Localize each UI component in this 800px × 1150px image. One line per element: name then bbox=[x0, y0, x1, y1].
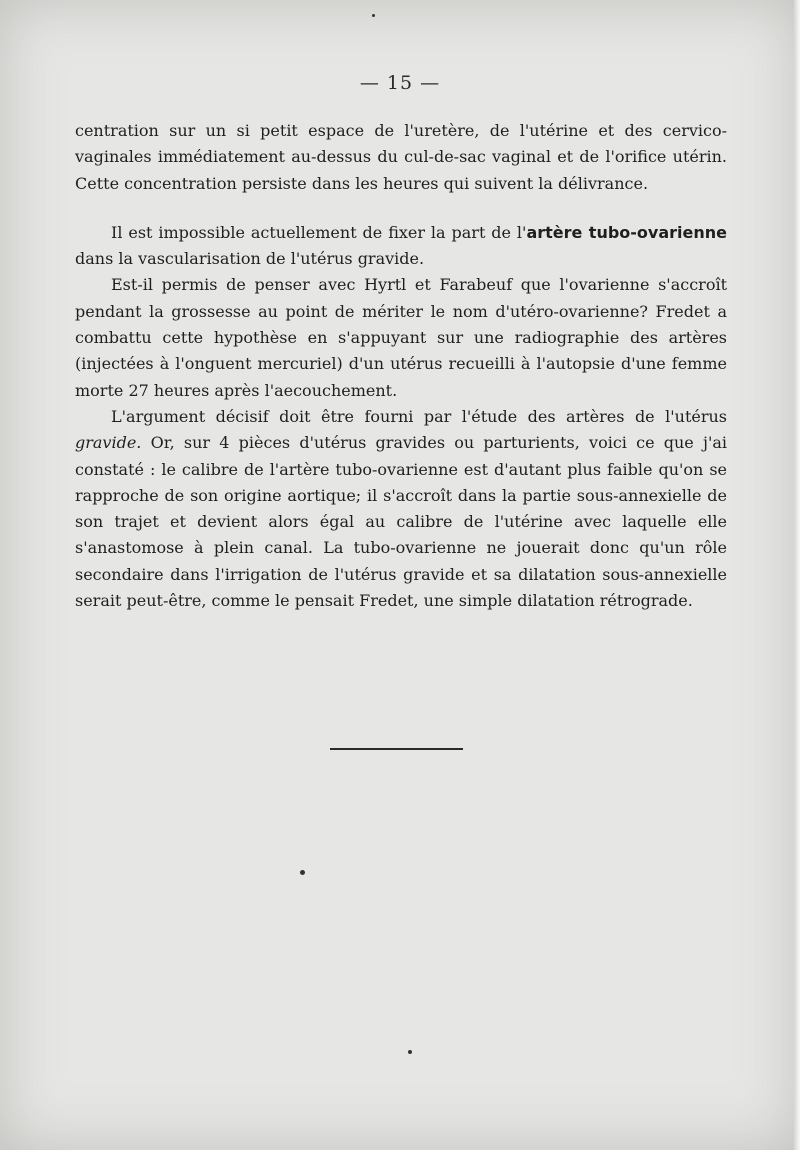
page-number: — 15 — bbox=[359, 72, 441, 94]
paragraph-4 bbox=[75, 404, 727, 614]
paragraph-1: centration sur un si petit espace de l'uretère, de l'utérine et des cervico-vaginales immédiatement au-dessus du cul-de-sac vaginal et de l'orifice utérin. Cette concentration persiste dans les heures qui suivent la délivrance. bbox=[75, 121, 727, 193]
paragraph-3: Est-il permis de penser avec Hyrtl et Farabeuf que l'ovarienne s'accroît pendant la grossesse au point de mériter le nom d'utéro-ovarienne? Fredet a combattu cette hypothèse en s'appuyant sur une radiographie des artères (injectées à l'onguent mercuriel) d'un utérus recueilli à l'autopsie d'une femme morte 27 heures après l'aecouchement. bbox=[75, 275, 727, 400]
ink-speck bbox=[372, 14, 375, 17]
paragraph-4-end: Or, sur 4 pièces d'utérus gravides ou parturients, voici ce que j'ai constaté : le calibre de l'artère tubo-ovarienne est d'autant plus faible qu'on se rapproche de son origine aortique; il s'accroît dans la partie sous-annexielle de son trajet et devient alors égal au calibre de l'utérine avec laquelle elle s'anastomose à plein canal. La tubo-ovarienne ne jouerait donc qu'un rôle secondaire dans l'irrigation de l'utérus gravide et sa dilatation sous-annexielle serait peut-être, comme le pensait Fredet, une simple dilatation rétrograde. bbox=[75, 433, 727, 611]
page-edge bbox=[794, 0, 800, 1150]
paragraph-2-end: dans la vascularisation de l'utérus gravide. bbox=[75, 249, 425, 269]
ink-speck bbox=[300, 870, 305, 875]
paragraph-2-start: Il est impossible actuellement de fixer la part de l' bbox=[111, 222, 527, 242]
italic-term-gravide: gravide. bbox=[75, 433, 142, 453]
body-text bbox=[75, 118, 727, 614]
bold-term-artere-tubo-ovarienne: artère tubo-ovarienne bbox=[526, 222, 727, 242]
paragraph-4-start: L'argument décisif doit être fourni par l'étude des artères de l'utérus bbox=[111, 406, 727, 426]
paragraph-2 bbox=[75, 220, 727, 273]
ink-speck bbox=[408, 1050, 412, 1054]
section-end-rule bbox=[330, 748, 463, 750]
